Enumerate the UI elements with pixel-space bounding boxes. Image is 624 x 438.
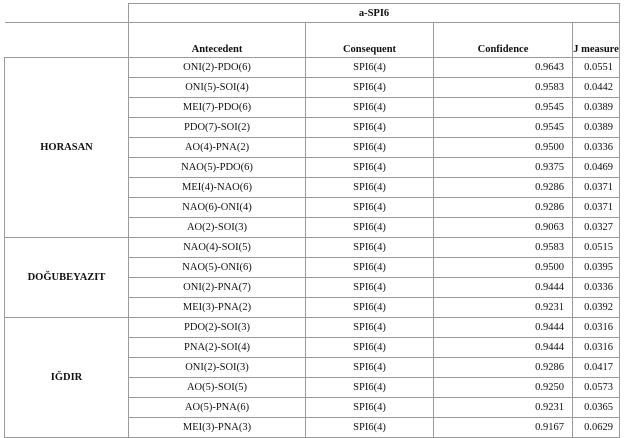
confidence-cell: 0.9444: [434, 278, 573, 298]
consequent-cell: SPI6(4): [306, 358, 434, 378]
station-name: IĞDIR: [5, 318, 129, 438]
corner-cell: [5, 4, 129, 23]
confidence-cell: 0.9286: [434, 358, 573, 378]
table-body: [5, 58, 620, 438]
jmeasure-cell: 0.0316: [573, 338, 620, 358]
consequent-cell: SPI6(4): [306, 298, 434, 318]
confidence-cell: 0.9167: [434, 418, 573, 438]
jmeasure-cell: 0.0389: [573, 98, 620, 118]
jmeasure-cell: 0.0336: [573, 278, 620, 298]
confidence-cell: 0.9286: [434, 198, 573, 218]
confidence-cell: 0.9583: [434, 238, 573, 258]
consequent-cell: SPI6(4): [306, 78, 434, 98]
jmeasure-cell: 0.0371: [573, 198, 620, 218]
station-name: DOĞUBEYAZIT: [5, 238, 129, 318]
rules-table-container: [4, 3, 620, 438]
antecedent-cell: AO(2)-SOI(3): [129, 218, 306, 238]
table-title: a-SPI6: [129, 4, 620, 23]
jmeasure-cell: 0.0417: [573, 358, 620, 378]
consequent-cell: SPI6(4): [306, 258, 434, 278]
confidence-cell: 0.9250: [434, 378, 573, 398]
consequent-cell: SPI6(4): [306, 138, 434, 158]
station-name: HORASAN: [5, 58, 129, 238]
consequent-cell: SPI6(4): [306, 398, 434, 418]
jmeasure-cell: 0.0365: [573, 398, 620, 418]
jmeasure-cell: 0.0629: [573, 418, 620, 438]
jmeasure-cell: 0.0551: [573, 58, 620, 78]
jmeasure-cell: 0.0392: [573, 298, 620, 318]
confidence-cell: 0.9063: [434, 218, 573, 238]
confidence-cell: 0.9286: [434, 178, 573, 198]
antecedent-cell: NAO(4)-SOI(5): [129, 238, 306, 258]
confidence-cell: 0.9375: [434, 158, 573, 178]
antecedent-cell: PNA(2)-SOI(4): [129, 338, 306, 358]
consequent-cell: SPI6(4): [306, 318, 434, 338]
confidence-cell: 0.9231: [434, 298, 573, 318]
consequent-cell: SPI6(4): [306, 158, 434, 178]
jmeasure-cell: 0.0327: [573, 218, 620, 238]
confidence-cell: 0.9500: [434, 138, 573, 158]
consequent-cell: SPI6(4): [306, 418, 434, 438]
antecedent-cell: AO(5)-PNA(6): [129, 398, 306, 418]
consequent-cell: SPI6(4): [306, 118, 434, 138]
confidence-cell: 0.9545: [434, 118, 573, 138]
jmeasure-cell: 0.0371: [573, 178, 620, 198]
header-jmeasure: J measure: [573, 23, 620, 58]
antecedent-cell: NAO(5)-ONI(6): [129, 258, 306, 278]
antecedent-cell: AO(5)-SOI(5): [129, 378, 306, 398]
antecedent-cell: PDO(7)-SOI(2): [129, 118, 306, 138]
antecedent-cell: MEI(7)-PDO(6): [129, 98, 306, 118]
antecedent-cell: MEI(3)-PNA(3): [129, 418, 306, 438]
confidence-cell: 0.9583: [434, 78, 573, 98]
confidence-cell: 0.9500: [434, 258, 573, 278]
antecedent-cell: NAO(5)-PDO(6): [129, 158, 306, 178]
jmeasure-cell: 0.0469: [573, 158, 620, 178]
column-header-row: [5, 23, 620, 58]
table-row: [5, 318, 620, 338]
antecedent-cell: ONI(2)-SOI(3): [129, 358, 306, 378]
consequent-cell: SPI6(4): [306, 238, 434, 258]
table-row: [5, 238, 620, 258]
confidence-cell: 0.9545: [434, 98, 573, 118]
antecedent-cell: ONI(2)-PDO(6): [129, 58, 306, 78]
confidence-cell: 0.9643: [434, 58, 573, 78]
consequent-cell: SPI6(4): [306, 178, 434, 198]
consequent-cell: SPI6(4): [306, 218, 434, 238]
jmeasure-cell: 0.0442: [573, 78, 620, 98]
table-row: [5, 58, 620, 78]
jmeasure-cell: 0.0515: [573, 238, 620, 258]
confidence-cell: 0.9444: [434, 338, 573, 358]
jmeasure-cell: 0.0316: [573, 318, 620, 338]
confidence-cell: 0.9231: [434, 398, 573, 418]
title-row: [5, 4, 620, 23]
antecedent-cell: MEI(3)-PNA(2): [129, 298, 306, 318]
jmeasure-cell: 0.0395: [573, 258, 620, 278]
consequent-cell: SPI6(4): [306, 338, 434, 358]
jmeasure-cell: 0.0573: [573, 378, 620, 398]
header-confidence: Confidence: [434, 23, 573, 58]
consequent-cell: SPI6(4): [306, 278, 434, 298]
antecedent-cell: MEI(4)-NAO(6): [129, 178, 306, 198]
consequent-cell: SPI6(4): [306, 98, 434, 118]
consequent-cell: SPI6(4): [306, 198, 434, 218]
header-consequent: Consequent: [306, 23, 434, 58]
header-antecedent: Antecedent: [129, 23, 306, 58]
association-rules-table: [4, 3, 620, 438]
antecedent-cell: AO(4)-PNA(2): [129, 138, 306, 158]
corner-cell-lower: [5, 23, 129, 58]
consequent-cell: SPI6(4): [306, 58, 434, 78]
confidence-cell: 0.9444: [434, 318, 573, 338]
antecedent-cell: ONI(5)-SOI(4): [129, 78, 306, 98]
jmeasure-cell: 0.0389: [573, 118, 620, 138]
jmeasure-cell: 0.0336: [573, 138, 620, 158]
antecedent-cell: NAO(6)-ONI(4): [129, 198, 306, 218]
antecedent-cell: ONI(2)-PNA(7): [129, 278, 306, 298]
consequent-cell: SPI6(4): [306, 378, 434, 398]
antecedent-cell: PDO(2)-SOI(3): [129, 318, 306, 338]
